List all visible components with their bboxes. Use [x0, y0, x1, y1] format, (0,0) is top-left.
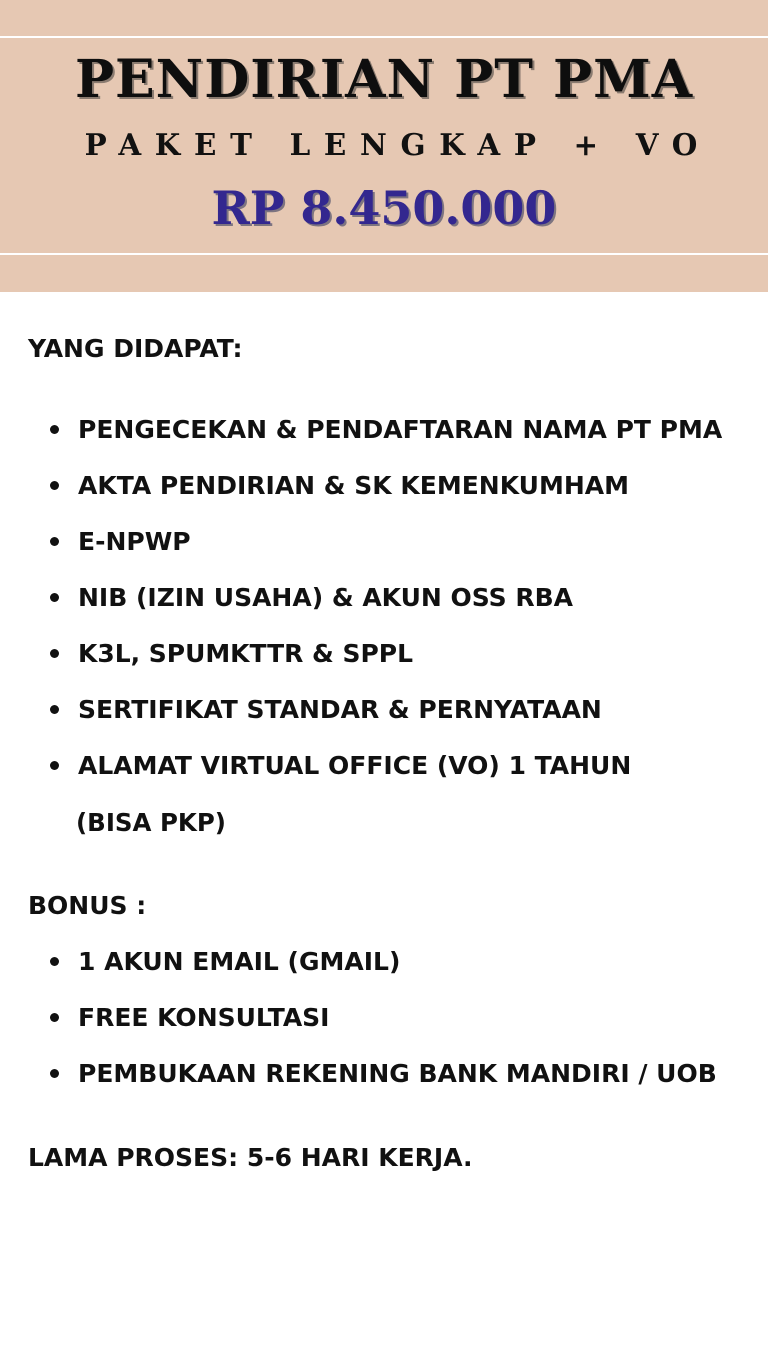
list-item: FREE KONSULTASI: [50, 1002, 329, 1034]
bullet-icon: [50, 957, 59, 966]
included-heading: YANG DIDAPAT:: [28, 334, 243, 363]
list-item: PEMBUKAAN REKENING BANK MANDIRI / UOB: [50, 1058, 717, 1090]
package-price: RP 8.450.000: [211, 181, 557, 235]
bullet-icon: [50, 705, 59, 714]
list-item: PENGECEKAN & PENDAFTARAN NAMA PT PMA: [50, 414, 722, 446]
package-subtitle: PAKET LENGKAP + VO: [84, 128, 712, 163]
bullet-icon: [50, 481, 59, 490]
page-title: PENDIRIAN PT PMA: [74, 49, 694, 110]
bonus-heading: BONUS :: [28, 891, 147, 920]
list-item: E-NPWP: [50, 526, 191, 558]
list-item-continuation: (BISA PKP): [76, 808, 226, 837]
list-item: SERTIFIKAT STANDAR & PERNYATAAN: [50, 694, 602, 726]
list-item: ALAMAT VIRTUAL OFFICE (VO) 1 TAHUN: [50, 750, 631, 782]
list-item: NIB (IZIN USAHA) & AKUN OSS RBA: [50, 582, 573, 614]
header-banner: [0, 0, 768, 292]
bullet-icon: [50, 649, 59, 658]
header-divider-bottom: [0, 253, 768, 255]
bullet-icon: [50, 1013, 59, 1022]
header-divider-top: [0, 36, 768, 38]
bullet-icon: [50, 761, 59, 770]
bullet-icon: [50, 537, 59, 546]
bullet-icon: [50, 425, 59, 434]
list-item: 1 AKUN EMAIL (GMAIL): [50, 946, 400, 978]
list-item: AKTA PENDIRIAN & SK KEMENKUMHAM: [50, 470, 629, 502]
process-duration: LAMA PROSES: 5-6 HARI KERJA.: [28, 1143, 473, 1172]
bullet-icon: [50, 1069, 59, 1078]
bullet-icon: [50, 593, 59, 602]
list-item: K3L, SPUMKTTR & SPPL: [50, 638, 414, 670]
